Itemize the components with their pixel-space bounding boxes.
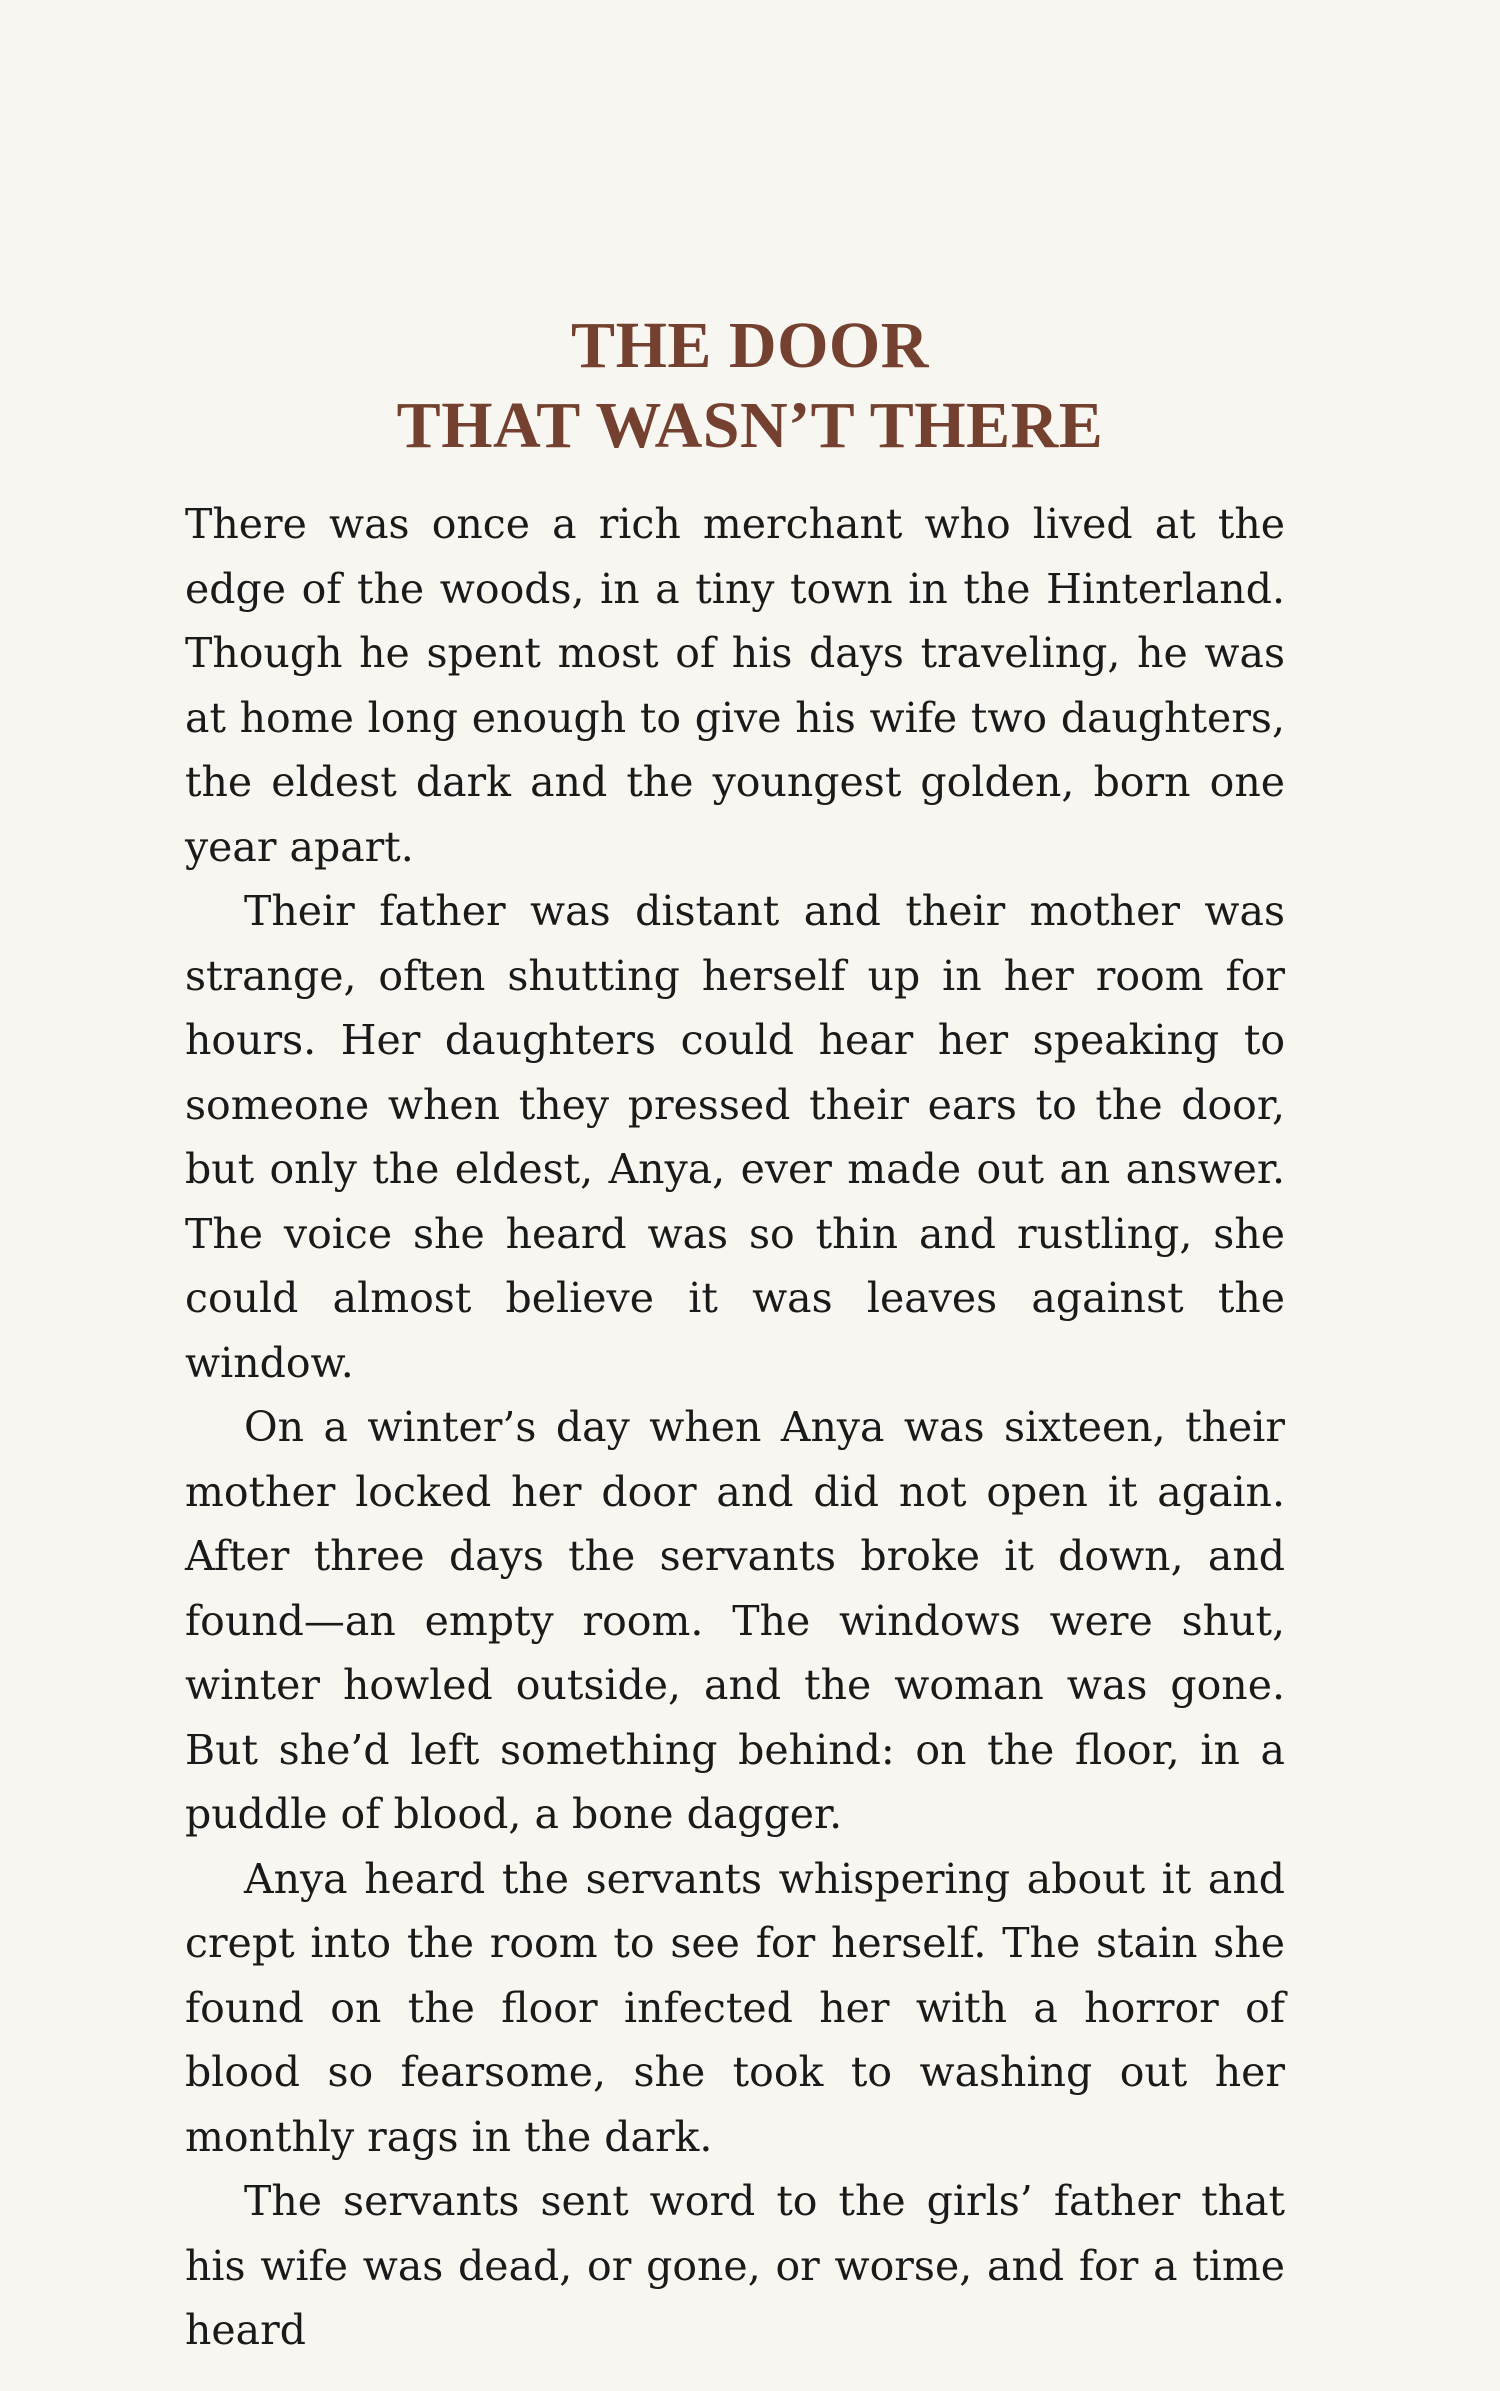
chapter-title-line-1: THE DOOR: [571, 309, 929, 383]
paragraph: Anya heard the servants whispering about it and crept into the room to see for herself. The stain she found on the floor infected her with a horror of blood so fearsome, she took to washing out her monthly rags in the dark.: [185, 1854, 1285, 2161]
chapter-title-line-2: THAT WASN’T THERE: [396, 389, 1104, 463]
chapter-title: [0, 306, 1500, 466]
paragraph: There was once a rich merchant who lived at the edge of the woods, in a tiny town in the Hinterland. Though he spent most of his days traveling, he was at home long enough to give his wife two daughters, the eldest dark and the youngest golden, born one year apart.: [185, 500, 1285, 871]
paragraph: Their father was distant and their mother was strange, often shutting herself up in her room for hours. Her daughters could hear her speaking to someone when they pressed their ears to the door, but only the eldest, Anya, ever made out an answer. The voice she heard was so thin and rustling, she could almost believe it was leaves against the window.: [185, 887, 1285, 1387]
paragraph: The servants sent word to the girls’ father that his wife was dead, or gone, or worse, and for a time heard: [185, 2177, 1285, 2354]
paragraph: On a winter’s day when Anya was sixteen, their mother locked her door and did not open it again. After three days the servants broke it down, and found—an empty room. The windows were shut, winter howled outside, and the woman was gone. But she’d left something behind: on the floor, in a puddle of blood, a bone dagger.: [185, 1403, 1285, 1838]
story-body: [185, 492, 1285, 2363]
